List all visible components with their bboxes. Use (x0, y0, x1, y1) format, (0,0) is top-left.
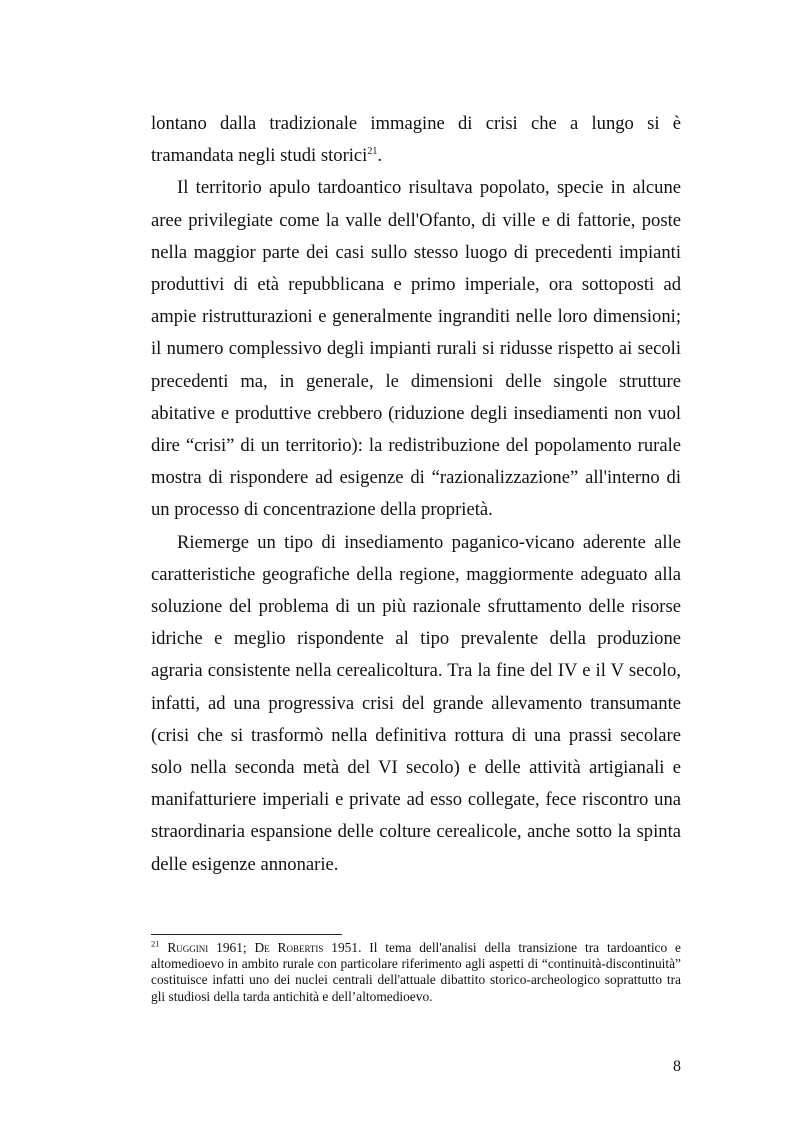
footnote-number: 21 (151, 938, 160, 949)
footnote-author-2: De Robertis (254, 940, 324, 955)
paragraph-1-text: lontano dalla tradizionale immagine di crisi che a lungo si è tramandata negli studi storici (151, 113, 681, 167)
footnote-text: 1951. Il tema dell'analisi della transizione tra tardoantico e altomedioevo in ambito rurale con particolare riferimento agli aspetti di “continuità-discontinuità” costituisce infatti uno dei nuclei centrali dell'attuale dibattito storico-archeologico soprattutto tra gli studiosi della tarda antichità e dell’altomedioevo. (151, 940, 681, 1004)
footnote-separator (151, 934, 342, 935)
footnote-reference: 21 (367, 146, 378, 158)
paragraph-3: Riemerge un tipo di insediamento paganico-vicano aderente alle caratteristiche geografiche della regione, maggiormente adeguato alla soluzione del problema di un più razionale sfruttamento delle risorse idriche e meglio rispondente al tipo prevalente della produzione agraria consistente nella cerealicoltura. Tra la fine del IV e il V secolo, infatti, ad una progressiva crisi del grande allevamento transumante (crisi che si trasformò nella definitiva rottura di una prassi secolare solo nella seconda metà del VI secolo) e delle attività artigianali e manifatturiere imperiali e private ad esso collegate, fece riscontro una straordinaria espansione delle colture cerealicole, anche sotto la spinta delle esigenze annonarie. (151, 531, 681, 875)
page-number: 8 (673, 1058, 681, 1075)
paragraph-1-tail: . (377, 145, 383, 167)
paragraph-1 (151, 108, 681, 172)
body-text (151, 108, 681, 881)
footnote-year-1: 1961; (208, 940, 255, 955)
paragraph-2: Il territorio apulo tardoantico risultava popolato, specie in alcune aree privilegiate come la valle dell'Ofanto, di ville e di fattorie, poste nella maggior parte dei casi sullo stesso luogo di precedenti impianti produttivi di età repubblicana e primo imperiale, ora sottoposti ad ampie ristrutturazioni e generalmente ingranditi nelle loro dimensioni; il numero complessivo degli impianti rurali si ridusse rispetto ai secoli precedenti ma, in generale, le dimensioni delle singole strutture abitative e produttive crebbero (riduzione degli insediamenti non vuol dire “crisi” di un territorio): la redistribuzione del popolamento rurale mostra di rispondere ad esigenze di “razionalizzazione” all'interno di un processo di concentrazione della proprietà. (151, 177, 681, 521)
footnote-author-1: Ruggini (167, 940, 209, 955)
footnote (151, 940, 681, 1005)
